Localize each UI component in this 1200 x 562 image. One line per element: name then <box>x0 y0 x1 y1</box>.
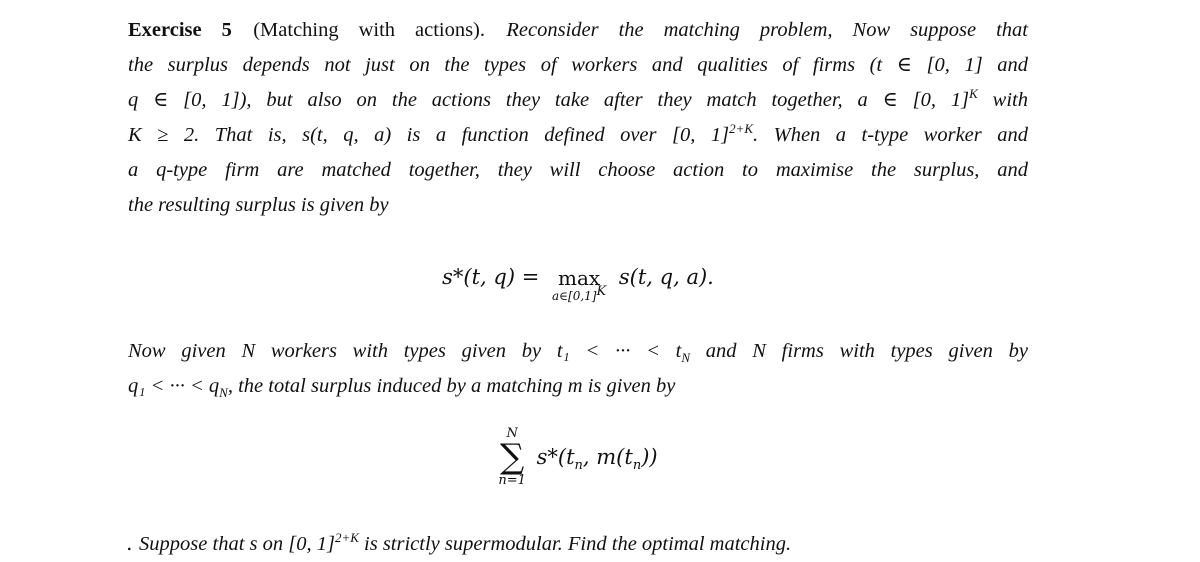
equation-lhs: s*(t, q) = <box>442 265 540 289</box>
sigma-symbol: ∑ <box>500 437 525 477</box>
max-operator <box>552 268 606 302</box>
question-lead: . <box>126 531 140 555</box>
matching-paragraph <box>128 334 1028 404</box>
statement-line-4 <box>128 118 1028 153</box>
sum-body-mid: , m(t <box>582 445 633 469</box>
question-line <box>126 526 1028 562</box>
question-text: Suppose that s on [0, 1] <box>139 533 335 555</box>
superscript-k: K <box>969 86 978 102</box>
statement-line-4-text: K ≥ 2. That is, s(t, q, a) is a function defined over [0, 1] <box>128 124 730 146</box>
max-subscript-sup: K <box>596 284 607 299</box>
exercise-page <box>126 12 1028 555</box>
statement-line-5: a q-type firm are matched together, they will choose action to maximise the surplus, and <box>128 159 1028 181</box>
matching-line-2-end: , the total surplus induced by a matching m is given by <box>227 375 676 397</box>
question-superscript: 2+K <box>334 530 359 546</box>
sum-body <box>536 445 658 474</box>
subscript-qn: N <box>219 385 228 401</box>
statement-line-2: the surplus depends not just on the types of workers and qualities of firms (t ∈ [0, 1] and <box>128 54 1028 76</box>
statement-line-1 <box>128 12 1028 48</box>
statement-line-3-end: with <box>977 89 1028 111</box>
statement-line-6: the resulting surplus is given by <box>128 194 389 216</box>
sum-upper-limit: N <box>506 426 518 441</box>
sum-operator <box>498 427 526 487</box>
matching-line-1-end: and N firms with types given by <box>690 340 1028 362</box>
matching-line-1 <box>128 334 1028 369</box>
sum-body-end: )) <box>641 445 658 469</box>
sum-lower-limit: n=1 <box>498 473 526 488</box>
matching-line-1-text: Now given N workers with types given by t₁ < ··· < t <box>128 340 682 362</box>
matching-line-2 <box>128 369 1028 404</box>
max-subscript-text: a∈[0,1] <box>552 289 597 303</box>
statement-line-4-end: . When a t-type worker and <box>753 124 1028 146</box>
matching-line-2-text: q₁ < ··· < q <box>128 375 220 397</box>
sum-body-sub-2: n <box>632 458 642 474</box>
subscript-n: N <box>681 350 691 366</box>
max-word: max <box>558 266 601 290</box>
exercise-statement <box>128 12 1028 223</box>
sum-body-sub-1: n <box>574 458 583 474</box>
exercise-label: Exercise 5 <box>128 19 232 41</box>
statement-line-3 <box>128 83 1028 118</box>
equation-total-surplus <box>128 427 1028 487</box>
equation-rhs: s(t, q, a). <box>618 265 714 289</box>
statement-line-3-text: q ∈ [0, 1]), but also on the actions they take after they match together, a ∈ [0, 1] <box>128 89 970 111</box>
superscript-2k: 2+K <box>729 121 754 137</box>
question-text-end: is strictly supermodular. Find the optimal matching. <box>358 533 792 555</box>
question-paragraph <box>126 526 1028 562</box>
exercise-title: (Matching with actions). <box>253 19 486 41</box>
statement-text: Reconsider the matching problem, Now suppose that <box>506 19 1028 41</box>
max-subscript <box>552 284 607 303</box>
sum-body-start: s*(t <box>536 445 575 469</box>
